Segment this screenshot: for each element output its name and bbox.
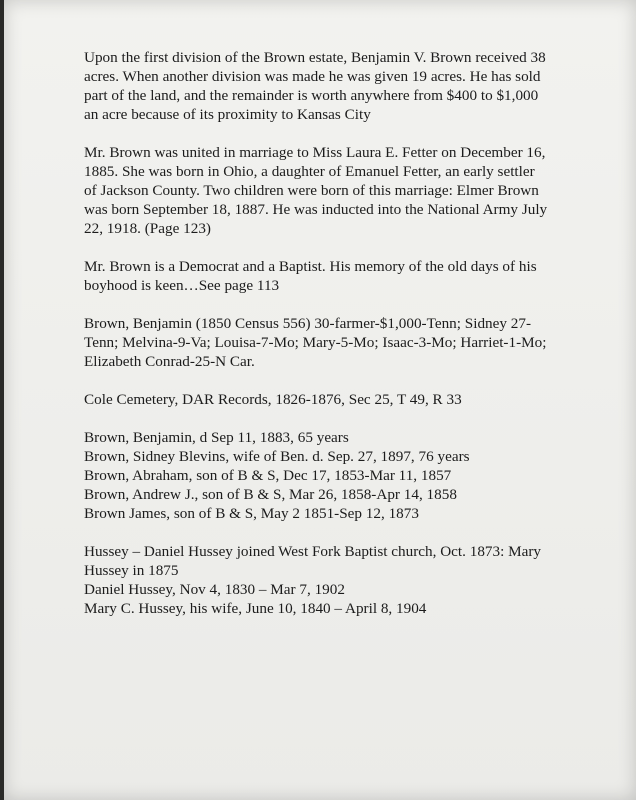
text-line: Mary C. Hussey, his wife, June 10, 1840 – April 8, 1904 [84,600,427,617]
text-line: 22, 1918. (Page 123) [84,220,211,237]
paragraph-hussey-records [84,542,604,618]
text-line: Brown, Sidney Blevins, wife of Ben. d. Sep. 27, 1897, 76 years [84,448,470,465]
text-line: Daniel Hussey, Nov 4, 1830 – Mar 7, 1902 [84,581,345,598]
text-line: was born September 18, 1887. He was inducted into the National Army July [84,201,548,218]
text-line: Tenn; Melvina-9-Va; Louisa-7-Mo; Mary-5-Mo; Isaac-3-Mo; Harriet-1-Mo; [84,334,547,351]
text-line: Cole Cemetery, DAR Records, 1826-1876, Sec 25, T 49, R 33 [84,391,462,408]
text-line: 1885. She was born in Ohio, a daughter of Emanuel Fetter, an early settler [84,163,535,180]
text-line: Mr. Brown is a Democrat and a Baptist. His memory of the old days of his [84,258,537,275]
text-line: Upon the first division of the Brown estate, Benjamin V. Brown received 38 [84,49,546,66]
text-line: Brown James, son of B & S, May 2 1851-Sep 12, 1873 [84,505,419,522]
paragraph-census-1850 [84,314,604,371]
text-line: Elizabeth Conrad-25-N Car. [84,353,255,370]
text-line: Hussey in 1875 [84,562,179,579]
text-line: Brown, Benjamin (1850 Census 556) 30-farmer-$1,000-Tenn; Sidney 27- [84,315,532,332]
text-line: of Jackson County. Two children were born of this marriage: Elmer Brown [84,182,539,199]
paragraph-cemetery-heading [84,390,604,409]
text-line: an acre because of its proximity to Kansas City [84,106,371,123]
text-line: part of the land, and the remainder is worth anywhere from $400 to $1,000 [84,87,539,104]
text-line: Brown, Andrew J., son of B & S, Mar 26, 1858-Apr 14, 1858 [84,486,457,503]
text-line: Brown, Abraham, son of B & S, Dec 17, 1853-Mar 11, 1857 [84,467,452,484]
paragraph-marriage [84,143,604,238]
paragraph-politics-religion [84,257,604,295]
text-line: Mr. Brown was united in marriage to Miss Laura E. Fetter on December 16, [84,144,546,161]
text-line: Hussey – Daniel Hussey joined West Fork Baptist church, Oct. 1873: Mary [84,543,542,560]
paragraph-burial-records [84,428,604,523]
text-line: acres. When another division was made he was given 19 acres. He has sold [84,68,541,85]
text-line: Brown, Benjamin, d Sep 11, 1883, 65 years [84,429,349,446]
document-page [4,0,636,800]
text-line: boyhood is keen…See page 113 [84,277,280,294]
paragraph-estate-division [84,48,604,124]
document-body [84,48,604,637]
